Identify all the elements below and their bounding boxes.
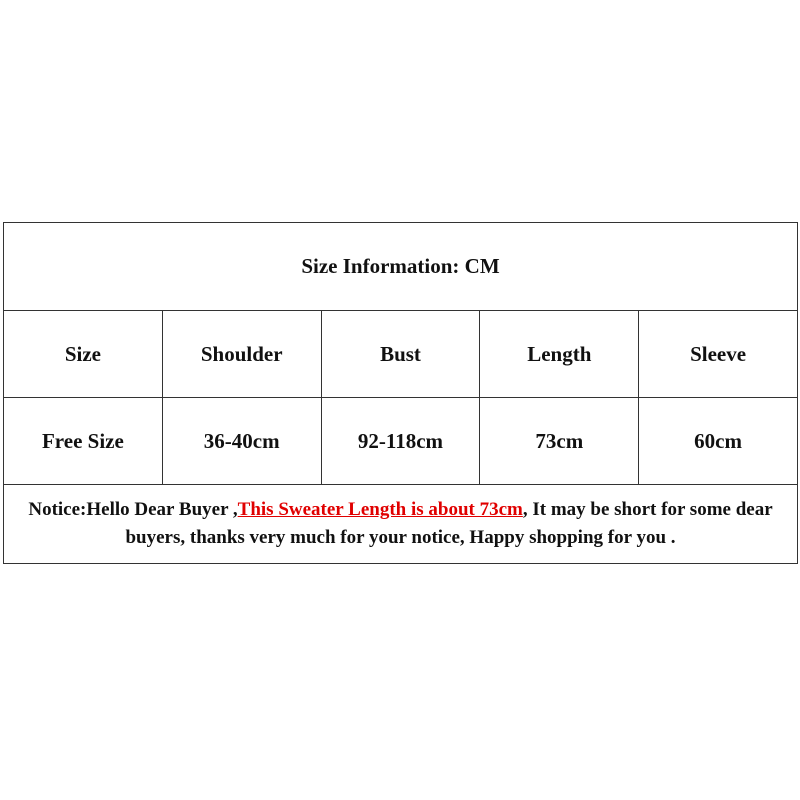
header-sleeve: Sleeve xyxy=(639,311,798,398)
notice-suffix: , It may be short for some dear buyers, thanks very much for your notice, Happy shopping for you . xyxy=(125,499,773,548)
title-row xyxy=(4,223,798,311)
cell-length: 73cm xyxy=(480,398,639,485)
notice-row xyxy=(4,485,798,564)
cell-size: Free Size xyxy=(4,398,163,485)
header-length: Length xyxy=(480,311,639,398)
header-size: Size xyxy=(4,311,163,398)
cell-shoulder: 36-40cm xyxy=(162,398,321,485)
header-shoulder: Shoulder xyxy=(162,311,321,398)
cell-bust: 92-118cm xyxy=(321,398,480,485)
notice-highlight: This Sweater Length is about 73cm xyxy=(237,499,523,520)
size-table xyxy=(3,222,798,564)
notice-prefix: Notice:Hello Dear Buyer , xyxy=(28,499,238,520)
header-row xyxy=(4,311,798,398)
table-title: Size Information: CM xyxy=(4,223,798,311)
notice-text xyxy=(4,485,798,564)
table-row xyxy=(4,398,798,485)
cell-sleeve: 60cm xyxy=(639,398,798,485)
header-bust: Bust xyxy=(321,311,480,398)
